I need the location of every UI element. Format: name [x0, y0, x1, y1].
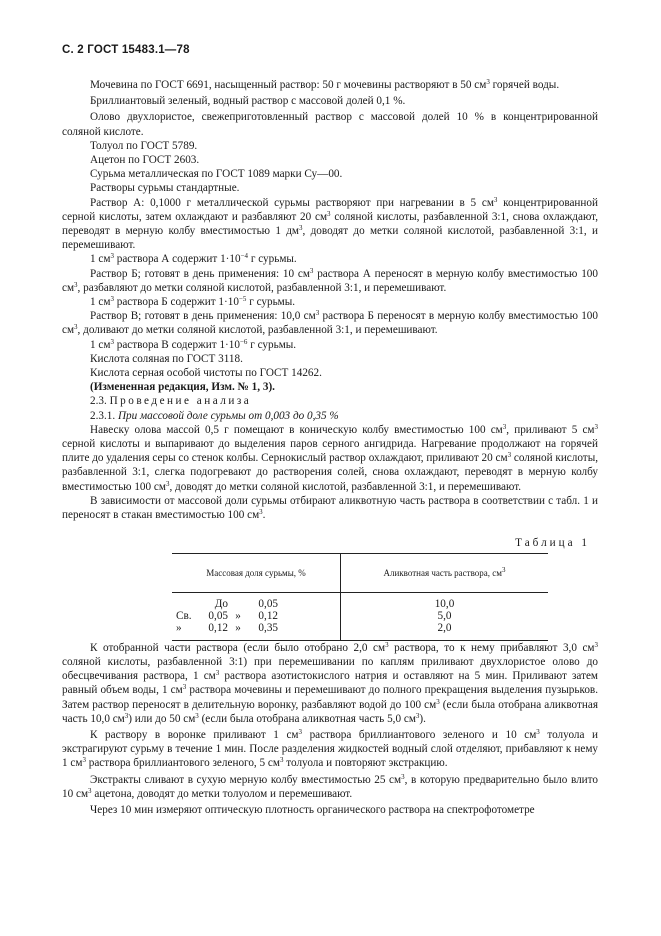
subsection-heading: 2.3.1. При массовой доле сурьмы от 0,003 до 0,35 % [90, 409, 339, 422]
table-header-mass-fraction: Массовая доля сурьмы, % [172, 553, 341, 592]
paragraph-tin-chloride: Олово двухлористое, свежеприготовленный раствор с массовой долей 10 % в концентрированной соляной кислоте. [62, 111, 598, 138]
paragraph-solution-b-content: 1 $см^3$ раствора Б содержит $1\cdot 10^{-5}$ г сурьмы. [90, 295, 296, 309]
paragraph-solution-b: Раствор Б; готовят в день применения: 10 $см^3$ раствора А переносят в мерную колбу вместимостью 100 $см^3$, разбавляют до метки соляной кислотой, разбавленной 3:1, и перемешивают. [62, 266, 598, 294]
paragraph-sample-prep: Навеску олова массой 0,5 г помещают в коническую колбу вместимостью 100 $см^3$, приливают 5 $см^3$ серной кислоты и выпаривают до выделения паров серного ангидрида. Нагревание продолжают на горячей плите до удаления серы со стенок колбы. Сернокислый раствор охлаждают, приливают 20 $см^3$ соляной кислоты, разбавленной 3:1, слегка подогревают до растворения солей, снова охлаждают, переводят в мерную колбу вместимостью 100 $см^3$, доводят до метки соляной кислотой, разбавленной 3:1, и перемешивают. [62, 422, 599, 493]
paragraph-solution-v-content: 1 $см^3$ раствора В содержит $1\cdot 10^{-6}$ г сурьмы. [90, 337, 297, 351]
table-row: Св. 0,05 » 0,12 5,0 [172, 610, 548, 622]
table-header-aliquot: Аликвотная часть раствора, $см^3$ [341, 553, 549, 592]
paragraph-extraction: К раствору в воронке приливают 1 $см^3$ раствора бриллиантового зеленого и 10 $см^3$ толуола и экстрагируют сурьму в течение 1 мин. После разделения жидкостей водный слой отделяют, прибавляют к нему 1 $см^3$ раствора бриллиантового зеленого, 5 $см^3$ толуола и повторяют экстракцию. [62, 727, 598, 770]
page-header: С. 2 ГОСТ 15483.1—78 [62, 44, 190, 56]
paragraph-toluene: Толуол по ГОСТ 5789. [90, 139, 198, 152]
paragraph-measurement: Через 10 мин измеряют оптическую плотность органического раствора на спектрофотометре [90, 803, 535, 816]
document-body [62, 76, 598, 817]
paragraph-solution-v: Раствор В; готовят в день применения: 10,0 $см^3$ раствора Б переносят в мерную колбу вместимостью 100 $см^3$, доливают до метки соляной кислотой, разбавленной 3:1, и перемешивают. [62, 309, 598, 337]
paragraph-standard-solutions: Растворы сурьмы стандартные. [90, 182, 240, 195]
table-row: До 0,05 10,0 [172, 592, 548, 610]
paragraph-solution-a-content: 1 $см^3$ раствора А содержит $1\cdot 10^{-4}$ г сурьмы. [90, 252, 297, 266]
paragraph-brilliant-green: Бриллиантовый зеленый, водный раствор с массовой долей 0,1 %. [90, 95, 406, 108]
table-caption: Таблица 1 [515, 537, 590, 550]
paragraph-acetone: Ацетон по ГОСТ 2603. [90, 154, 200, 167]
amendment-note: (Измененная редакция, Изм. № 1, 3). [90, 381, 275, 394]
paragraph-antimony-metal: Сурьма металлическая по ГОСТ 1089 марки Су—00. [90, 168, 343, 181]
paragraph-hydrochloric-acid: Кислота соляная по ГОСТ 3118. [90, 352, 243, 365]
paragraph-extracts: Экстракты сливают в сухую мерную колбу вместимостью 25 $см^3$, в которую предварительно было влито 10 $см^3$ ацетона, доводят до метки толуолом и перемешивают. [62, 772, 598, 800]
paragraph-urea: Мочевина по ГОСТ 6691, насыщенный раствор: 50 г мочевины растворяют в 50 $см^3$ горячей воды. [90, 78, 560, 91]
paragraph-solution-a: Раствор А: 0,1000 г металлической сурьмы растворяют при нагревании в 5 $см^3$ концентрированной серной кислоты, затем охлаждают и разбавляют 20 $см^3$ соляной кислоты, разбавленной 3:1, снова охлаждают, переводят в мерную колбу вместимостью 1 $дм^3$, доводят до метки соляной кислотой, разбавленной 3:1, и перемешивают. [62, 195, 599, 252]
aliquot-table [172, 553, 548, 641]
table-row: » 0,12 » 0,35 2,0 [172, 622, 548, 641]
paragraph-aliquot: В зависимости от массовой доли сурьмы отбирают аликвотную часть раствора в соответствии с табл. 1 и переносят в стакан вместимостью 100 $см^3$. [62, 494, 598, 522]
section-heading-analysis: 2.3. Проведение анализа [90, 395, 252, 408]
paragraph-reduction: К отобранной части раствора (если было отобрано 2,0 $см^3$ раствора, то к нему прибавляют 3,0 $см^3$ соляной кислоты, разбавленной 3:1) при перемешивании по каплям приливают двухлористое олово до обесцвечивания раствора, 1 $см^3$ раствора азотистокислого натрия и оставляют на 5 мин. Приливают затем равный объем воды, 1 $см^3$ раствора мочевины и перемешивают до полного прекращения выделения пузырьков. Затем раствор переносят в делительную воронку, разбавляют водой до 100 $см^3$ (если была отобрана аликвотная часть 10,0 $см^3$) или до 50 $см^3$ (если была отобрана аликвотная часть 5,0 $см^3$). [62, 640, 599, 725]
paragraph-sulfuric-acid: Кислота серная особой чистоты по ГОСТ 14262. [90, 367, 322, 380]
